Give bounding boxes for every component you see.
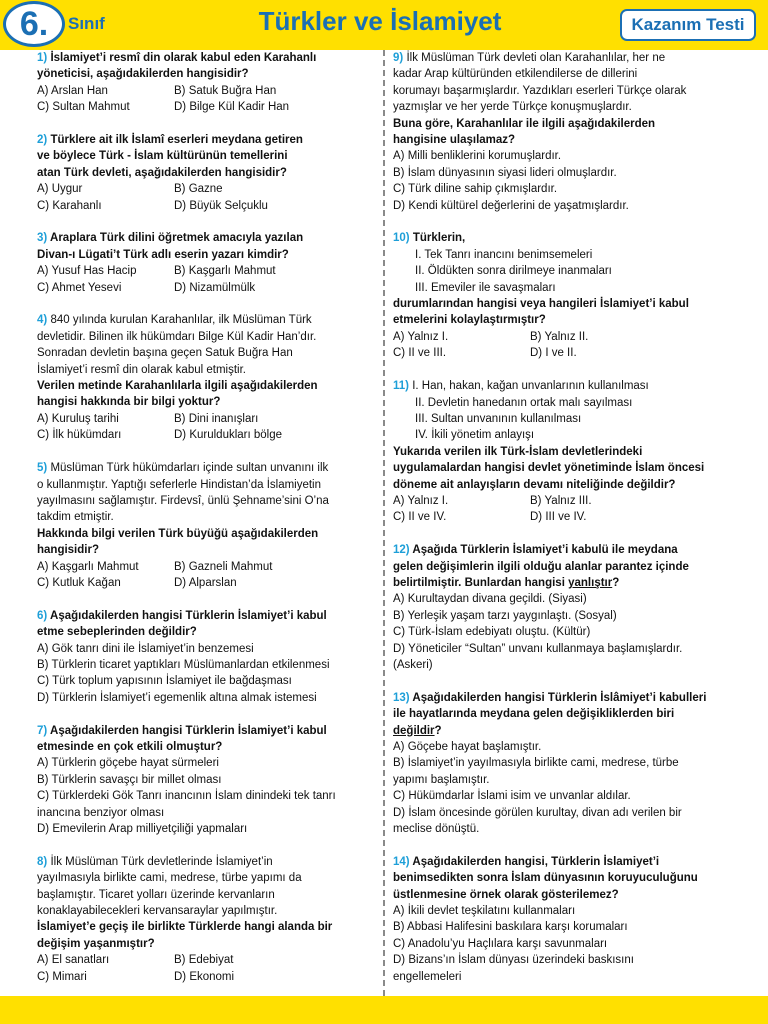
option-a: A) Uygur <box>37 183 83 196</box>
question-10: 10) Türklerin, I. Tek Tanrı inancını benimsemeleri II. Öldükten sonra dirilmeye inanmaları III. Emeviler ile savaşmaları durumlarından hangisi veya hangileri İslamiyet’i kabul etmelerini kolaylaştırmıştır? A) Yalnız I. B) Yalnız II. C) II ve III. D) I ve II. <box>393 230 743 361</box>
left-column <box>37 50 377 1001</box>
question-number: 14) <box>393 855 410 868</box>
question-number: 1) <box>37 52 48 64</box>
question-7: 7) Aşağıdakilerden hangisi Türklerin İslamiyet’i kabul etmesinde en çok etkili olmuştur? A) Türklerin göçebe hayat sürmeleri B) Türklerin savaşçı bir millet olması C) Türklerdeki Gök Tanrı inancının İslam dinindeki tek tanrı inancına benziyor olması D) Emevilerin Arap milliyetçiliği yapmaları <box>37 723 377 838</box>
option-d: D) III ve IV. <box>530 511 587 524</box>
option-c: C) II ve IV. <box>393 511 447 524</box>
option-a: A) Kuruluş tarihi <box>37 412 119 425</box>
grade-label: Sınıf <box>68 14 105 33</box>
option-b: B) Türklerin savaşçı bir millet olması <box>37 773 222 786</box>
option-b-cont: yapımı başlamıştır. <box>393 773 490 786</box>
option-a: A) Yalnız I. <box>393 330 449 343</box>
statement-2: II. Öldükten sonra dirilmeye inanmaları <box>415 265 612 278</box>
option-c: C) Türklerdeki Gök Tanrı inancının İslam dinindeki tek tanrı <box>37 790 336 803</box>
underlined-keyword: yanlıştır <box>568 576 613 589</box>
header-bar <box>0 0 768 50</box>
column-divider <box>383 50 385 996</box>
option-d: D) Kuruldukları bölge <box>174 429 283 442</box>
option-a: A) Milli benliklerini korumuşlardır. <box>393 150 562 163</box>
question-number: 9) <box>393 52 404 64</box>
option-d: D) Bilge Kül Kadir Han <box>174 101 290 114</box>
question-9: 9) İlk Müslüman Türk devleti olan Karahanlılar, her ne kadar Arap kültüründen etkilendilerse de dillerini korumayı başarmışlardır. Yazdıkları eserleri Türkçe olarak yazmışlar ve her yerde Türkçe konuşmuşlardır. Buna göre, Karahanlılar ile ilgili aşağıdakilerden hangisine ulaşılamaz? A) Milli benliklerini korumuşlardır. B) İslam dünyasının siyasi lideri olmuşlardır. C) Türk diline sahip çıkmışlardır. D) Kendi kültürel değerlerini de yaşatmışlardır. <box>393 50 743 214</box>
option-b: B) Abbasi Halifesini baskılara karşı korumaları <box>393 921 628 934</box>
statement-1: I. Tek Tanrı inancını benimsemeleri <box>415 248 593 261</box>
option-c: C) Mimari <box>37 970 87 983</box>
option-c: C) Türk toplum yapısının İslamiyet ile bağdaşması <box>37 675 292 688</box>
option-c: C) Karahanlı <box>37 199 102 212</box>
option-b: B) Edebiyat <box>174 954 234 967</box>
option-d: D) Yöneticiler “Sultan” unvanı kullanmaya başlamışlardır. <box>393 642 683 655</box>
option-c: C) Kutluk Kağan <box>37 576 121 589</box>
question-number: 3) <box>37 232 48 245</box>
option-b: B) Gazneli Mahmut <box>174 560 273 573</box>
option-b: B) Yalnız III. <box>530 494 592 507</box>
question-12: 12) Aşağıda Türklerin İslamiyet’i kabulü ile meydana gelen değişimlerin ilgili olduğu alanlar parantez içinde belirtilmiştir. Bunlardan hangisi yanlıştır? A) Kurultaydan divana geçildi. (Siyasi) B) Yerleşik yaşam tarzı yaygınlaştı. (Sosyal) C) Türk-İslam edebiyatı oluştu. (Kültür) D) Yöneticiler “Sultan” unvanı kullanmaya başlamışlardır. (Askeri) <box>393 542 743 673</box>
option-d: D) Kendi kültürel değerlerini de yaşatmışlardır. <box>393 199 629 212</box>
question-number: 12) <box>393 544 410 557</box>
option-c: C) Türk-İslam edebiyatı oluştu. (Kültür) <box>393 626 591 639</box>
option-d-cont: engellemeleri <box>393 970 462 983</box>
page-title: Türkler ve İslamiyet <box>258 6 502 36</box>
question-5: 5) Müslüman Türk hükümdarları içinde sultan unvanını ilk o kullanmıştır. Yaptığı seferlerle Hindistan’da İslamiyetin yayılmasını sağlamıştır. Firdevsî, ünlü Şehname’sini O’na takdim etmiştir. Hakkında bilgi verilen Türk büyüğü aşağıdakilerden hangisidir? A) Kaşgarlı Mahmut B) Gazneli Mahmut C) Kutluk Kağan D) Alparslan <box>37 460 377 591</box>
question-4: 4) 840 yılında kurulan Karahanlılar, ilk Müslüman Türk devletidir. Bilinen ilk hükümdarı Bilge Kül Kadir Han’dır. Sonradan devletin başına geçen Satuk Buğra Han İslamiyet’i resmî din olarak kabul etmiştir. Verilen metinde Karahanlılarla ilgili aşağıdakilerden hangisi hakkında bir bilgi yoktur? A) Kuruluş tarihi B) Dini inanışları C) İlk hükümdarı D) Kuruldukları bölge <box>37 312 377 443</box>
option-d: D) İslam öncesinde görülen kurultay, divan adı verilen bir <box>393 806 682 819</box>
option-a: A) Türklerin göçebe hayat sürmeleri <box>37 757 219 770</box>
question-2: 2) Türklere ait ilk İslamî eserleri meydana getiren ve böylece Türk - İslam kültürünün temellerini atan Türk devleti, aşağıdakilerden hangisidir? A) Uygur B) Gazne C) Karahanlı D) Büyük Selçuklu <box>37 132 377 214</box>
question-number: 11) <box>393 380 409 393</box>
question-11: 11) I. Han, hakan, kağan unvanlarının kullanılması II. Devletin hanedanın ortak malı sayılması III. Sultan unvanının kullanılması IV. İkili yönetim anlayışı Yukarıda verilen ilk Türk-İslam devletlerindeki uygulamalardan hangisi devlet yönetiminde İslam öncesi döneme ait anlayışların devamı niteliğinde değildir? A) Yalnız I. B) Yalnız III. C) II ve IV. D) III ve IV. <box>393 378 743 526</box>
statement-2: II. Devletin hanedanın ortak malı sayılması <box>415 396 633 409</box>
question-13: 13) Aşağıdakilerden hangisi Türklerin İslâmiyet’i kabulleri ile hayatlarında meydana gelen değişikliklerden biri değildir? A) Göçebe hayat başlamıştır. B) İslamiyet’in yayılmasıyla birlikte cami, medrese, türbe yapımı başlamıştır. C) Hükümdarlar İslami isim ve unvanlar aldılar. D) İslam öncesinde görülen kurultay, divan adı verilen bir meclise dönüştü. <box>393 690 743 838</box>
option-d-cont: (Askeri) <box>393 658 433 671</box>
question-14: 14) Aşağıdakilerden hangisi, Türklerin İslamiyet’i benimsedikten sonra İslam dünyasının koruyuculuğunu üstlenmesine örnek olarak gösterilemez? A) İkili devlet teşkilatını kullanmaları B) Abbasi Halifesini baskılara karşı korumaları C) Anadolu’yu Haçlılara karşı savunmaları D) Bizans’ın İslam dünyası üzerindeki baskısını engellemeleri <box>393 854 743 985</box>
option-d: D) Emevilerin Arap milliyetçiliği yapmaları <box>37 823 248 835</box>
question-number: 2) <box>37 134 48 147</box>
option-c: C) II ve III. <box>393 347 447 360</box>
question-1: 1) İslamiyet’i resmî din olarak kabul eden Karahanlı yöneticisi, aşağıdakilerden hangisidir? A) Arslan Han B) Satuk Buğra Han C) Sultan Mahmut D) Bilge Kül Kadir Han <box>37 50 377 116</box>
question-number: 10) <box>393 232 410 245</box>
question-number: 8) <box>37 855 48 868</box>
option-a: A) Kaşgarlı Mahmut <box>37 560 139 573</box>
footer-bar <box>0 996 768 1024</box>
question-number: 7) <box>37 724 48 737</box>
option-b: B) Dini inanışları <box>174 412 259 425</box>
option-d: D) Bizans’ın İslam dünyası üzerindeki baskısını <box>393 954 634 967</box>
test-type-badge: Kazanım Testi <box>620 9 756 41</box>
option-c: C) Ahmet Yesevi <box>37 281 122 294</box>
question-number: 6) <box>37 609 48 622</box>
option-d: D) I ve II. <box>530 347 577 360</box>
option-b: B) Türklerin ticaret yaptıkları Müslümanlardan etkilenmesi <box>37 658 330 671</box>
option-d: D) Nizamülmülk <box>174 281 256 294</box>
option-b: B) Kaşgarlı Mahmut <box>174 265 276 278</box>
option-b: B) Yalnız II. <box>530 330 589 343</box>
statement-4: IV. İkili yönetim anlayışı <box>415 429 535 442</box>
option-d-cont: meclise dönüştü. <box>393 823 480 836</box>
option-a: A) İkili devlet teşkilatını kullanmaları <box>393 905 576 918</box>
option-b: B) Satuk Buğra Han <box>174 84 277 97</box>
option-a: A) Kurultaydan divana geçildi. (Siyasi) <box>393 593 587 606</box>
grade-circle: 6. <box>3 1 65 47</box>
option-b: B) Gazne <box>174 183 223 196</box>
right-column <box>393 50 743 1001</box>
option-a: A) Arslan Han <box>37 84 108 97</box>
option-a: A) El sanatları <box>37 954 110 967</box>
statement-3: III. Emeviler ile savaşmaları <box>415 281 556 294</box>
statement-1: I. Han, hakan, kağan unvanlarının kullanılması <box>412 380 649 393</box>
option-c: C) Türk diline sahip çıkmışlardır. <box>393 183 558 196</box>
option-a: A) Yusuf Has Hacip <box>37 265 137 278</box>
statement-3: III. Sultan unvanının kullanılması <box>415 412 582 425</box>
option-b: B) İslamiyet’in yayılmasıyla birlikte cami, medrese, türbe <box>393 757 679 770</box>
option-b: B) İslam dünyasının siyasi lideri olmuşlardır. <box>393 166 617 179</box>
option-d: D) Türklerin İslamiyet’i egemenlik altına almak istemesi <box>37 691 317 704</box>
question-number: 13) <box>393 691 410 704</box>
question-6: 6) Aşağıdakilerden hangisi Türklerin İslamiyet’i kabul etme sebeplerinden değildir? A) Gök tanrı dini ile İslamiyet’in benzemesi B) Türklerin ticaret yaptıkları Müslümanlardan etkilenmesi C) Türk toplum yapısının İslamiyet ile bağdaşması D) Türklerin İslamiyet’i egemenlik altına almak istemesi <box>37 608 377 706</box>
option-b: B) Yerleşik yaşam tarzı yaygınlaştı. (Sosyal) <box>393 609 617 622</box>
option-a: A) Yalnız I. <box>393 494 449 507</box>
question-8: 8) İlk Müslüman Türk devletlerinde İslamiyet’in yayılmasıyla birlikte cami, medrese, türbe yapımı da başlamıştır. Ticaret yolları üzerinde kervanların konaklayabilecekleri kervansaraylar yapılmıştır. İslamiyet’e geçiş ile birlikte Türklerde hangi alanda bir değişim yaşanmıştır? A) El sanatları B) Edebiyat C) Mimari D) Ekonomi <box>37 854 377 985</box>
option-d: D) Ekonomi <box>174 970 235 983</box>
option-a: A) Göçebe hayat başlamıştır. <box>393 741 542 753</box>
question-number: 4) <box>37 314 48 327</box>
option-c: C) Sultan Mahmut <box>37 101 130 114</box>
question-3: 3) Araplara Türk dilini öğretmek amacıyla yazılan Divan-ı Lügati’t Türk adlı eserin yazarı kimdir? A) Yusuf Has Hacip B) Kaşgarlı Mahmut C) Ahmet Yesevi D) Nizamülmülk <box>37 230 377 296</box>
option-c-cont: inancına benziyor olması <box>37 806 165 819</box>
option-c: C) Hükümdarlar İslami isim ve unvanlar aldılar. <box>393 790 631 803</box>
question-number: 5) <box>37 462 48 475</box>
option-c: C) İlk hükümdarı <box>37 429 122 442</box>
underlined-keyword: değildir <box>393 724 435 737</box>
option-d: D) Alparslan <box>174 576 237 589</box>
option-d: D) Büyük Selçuklu <box>174 199 268 212</box>
option-c: C) Anadolu’yu Haçlılara karşı savunmaları <box>393 937 608 950</box>
option-a: A) Gök tanrı dini ile İslamiyet’in benzemesi <box>37 642 254 655</box>
